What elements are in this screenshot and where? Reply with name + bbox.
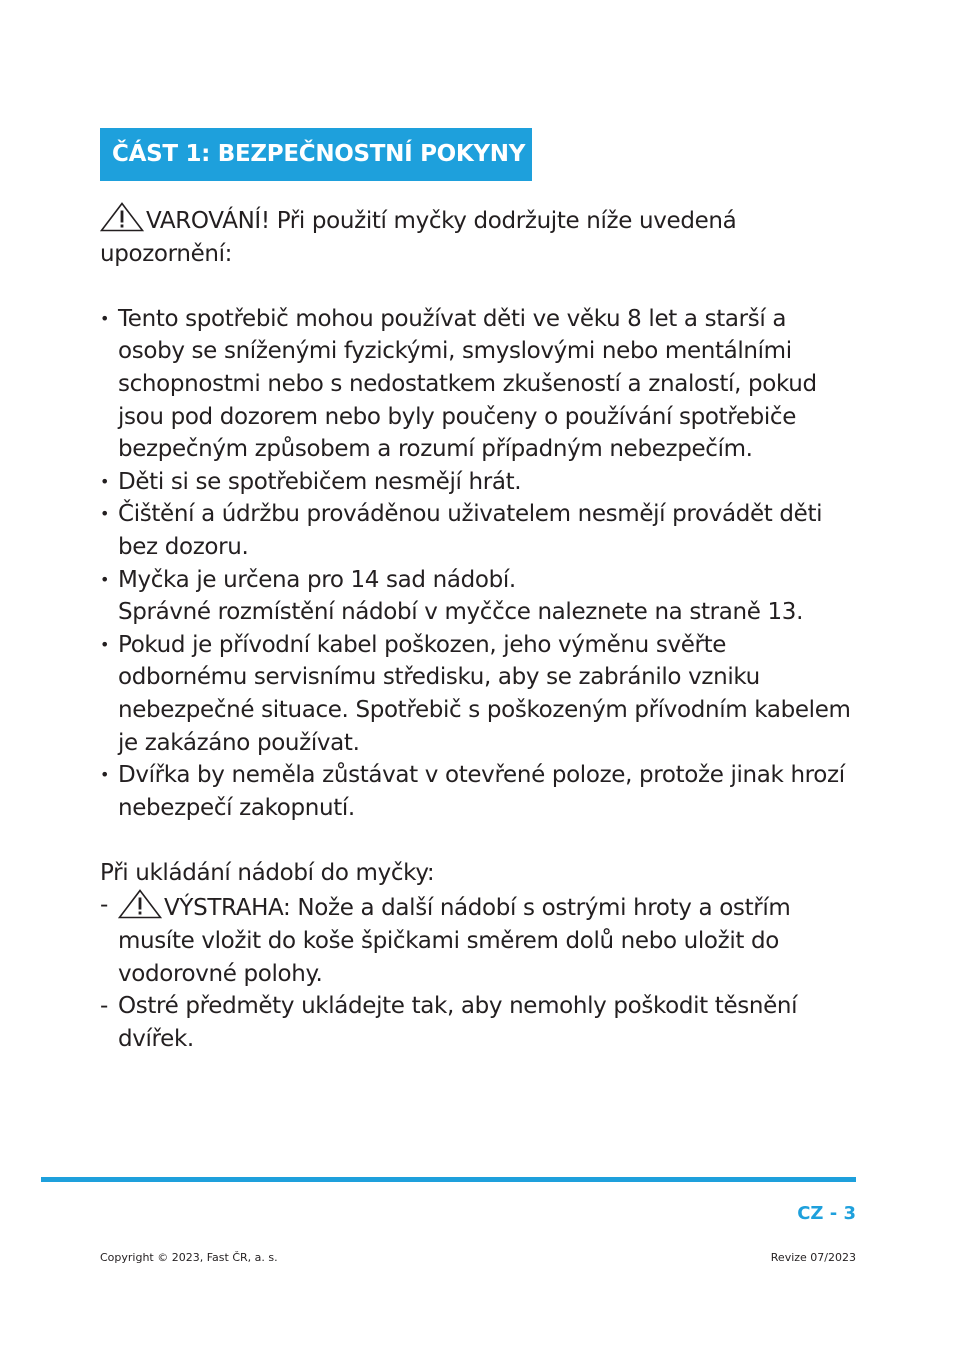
list-item: [100, 759, 870, 824]
list-item-line: vodorovné polohy.: [118, 960, 323, 987]
list-item-line: Děti si se spotřebičem nesmějí hrát.: [118, 468, 522, 495]
loading-heading-text: Při ukládání nádobí do myčky:: [100, 859, 435, 886]
list-item: [100, 629, 870, 759]
warning-paragraph: [100, 202, 870, 270]
caution-line-1: [118, 889, 870, 925]
list-item-line: Pokud je přívodní kabel poškozen, jeho výměnu svěřte: [118, 631, 727, 658]
list-item-line: VÝSTRAHA: Nože a další nádobí s ostrými hroty a ostřím: [164, 895, 791, 922]
section-title: ČÁST 1: BEZPEČNOSTNÍ POKYNY: [100, 128, 532, 181]
page-number: CZ - 3: [797, 1203, 856, 1224]
dash-marker: -: [100, 993, 108, 1020]
list-item: [100, 303, 870, 466]
loading-dash-list: [100, 889, 870, 1055]
warning-triangle-icon: [118, 889, 162, 919]
list-item-line: Čištění a údržbu prováděnou uživatelem nesmějí provádět děti: [118, 501, 823, 528]
list-item: [100, 564, 870, 629]
list-item-line: dvířek.: [118, 1025, 194, 1052]
list-item-line: je zakázáno používat.: [118, 729, 360, 756]
list-item-line: nebezpečné situace. Spotřebič s poškozeným přívodním kabelem: [118, 696, 851, 723]
dash-marker: -: [100, 892, 108, 919]
bullet-marker: •: [100, 308, 110, 328]
loading-heading: [100, 857, 870, 890]
list-item-line: bez dozoru.: [118, 533, 249, 560]
list-item: [100, 990, 870, 1055]
list-item-line: Ostré předměty ukládejte tak, aby nemohly poškodit těsnění: [118, 993, 798, 1020]
copyright-text: Copyright © 2023, Fast ČR, a. s.: [100, 1251, 278, 1264]
warning-triangle-icon: [100, 202, 144, 232]
list-item-line: odbornému servisnímu středisku, aby se zabránilo vzniku: [118, 664, 760, 691]
list-item-line: bezpečným způsobem a rozumí případným nebezpečím.: [118, 436, 753, 463]
spacer: [100, 270, 870, 303]
list-item-line: nebezpečí zakopnutí.: [118, 794, 355, 821]
spacer: [100, 824, 870, 857]
warning-line-1: [100, 202, 870, 238]
bullet-marker: •: [100, 504, 110, 524]
list-item-line: osoby se sníženými fyzickými, smyslovými nebo mentálními: [118, 338, 792, 365]
list-item-line: musíte vložit do koše špičkami směrem dolů nebo uložit do: [118, 928, 779, 955]
bullet-marker: •: [100, 634, 110, 654]
footer-divider: [41, 1177, 856, 1182]
list-item-line: Myčka je určena pro 14 sad nádobí.: [118, 566, 516, 593]
bullet-marker: •: [100, 765, 110, 785]
warning-text-line-2: upozornění:: [100, 240, 233, 267]
list-item-line: schopnostmi nebo s nedostatkem zkušeností a znalostí, pokud: [118, 370, 817, 397]
safety-bullet-list: [100, 303, 870, 825]
list-item: [100, 466, 870, 499]
list-item-line: jsou pod dozorem nebo byly poučeny o používání spotřebiče: [118, 403, 797, 430]
bullet-marker: •: [100, 471, 110, 491]
bullet-marker: •: [100, 569, 110, 589]
list-item: [100, 498, 870, 563]
list-item-line: Tento spotřebič mohou používat děti ve věku 8 let a starší a: [118, 305, 787, 332]
list-item-line: Dvířka by neměla zůstávat v otevřené poloze, protože jinak hrozí: [118, 762, 845, 789]
warning-text-line-1: VAROVÁNÍ! Při použití myčky dodržujte níže uvedená: [146, 208, 737, 234]
revision-text: Revize 07/2023: [770, 1251, 856, 1264]
document-body: [100, 202, 870, 1055]
list-item-line: Správné rozmístění nádobí v myččce naleznete na straně 13.: [118, 599, 804, 626]
list-item: [100, 889, 870, 990]
